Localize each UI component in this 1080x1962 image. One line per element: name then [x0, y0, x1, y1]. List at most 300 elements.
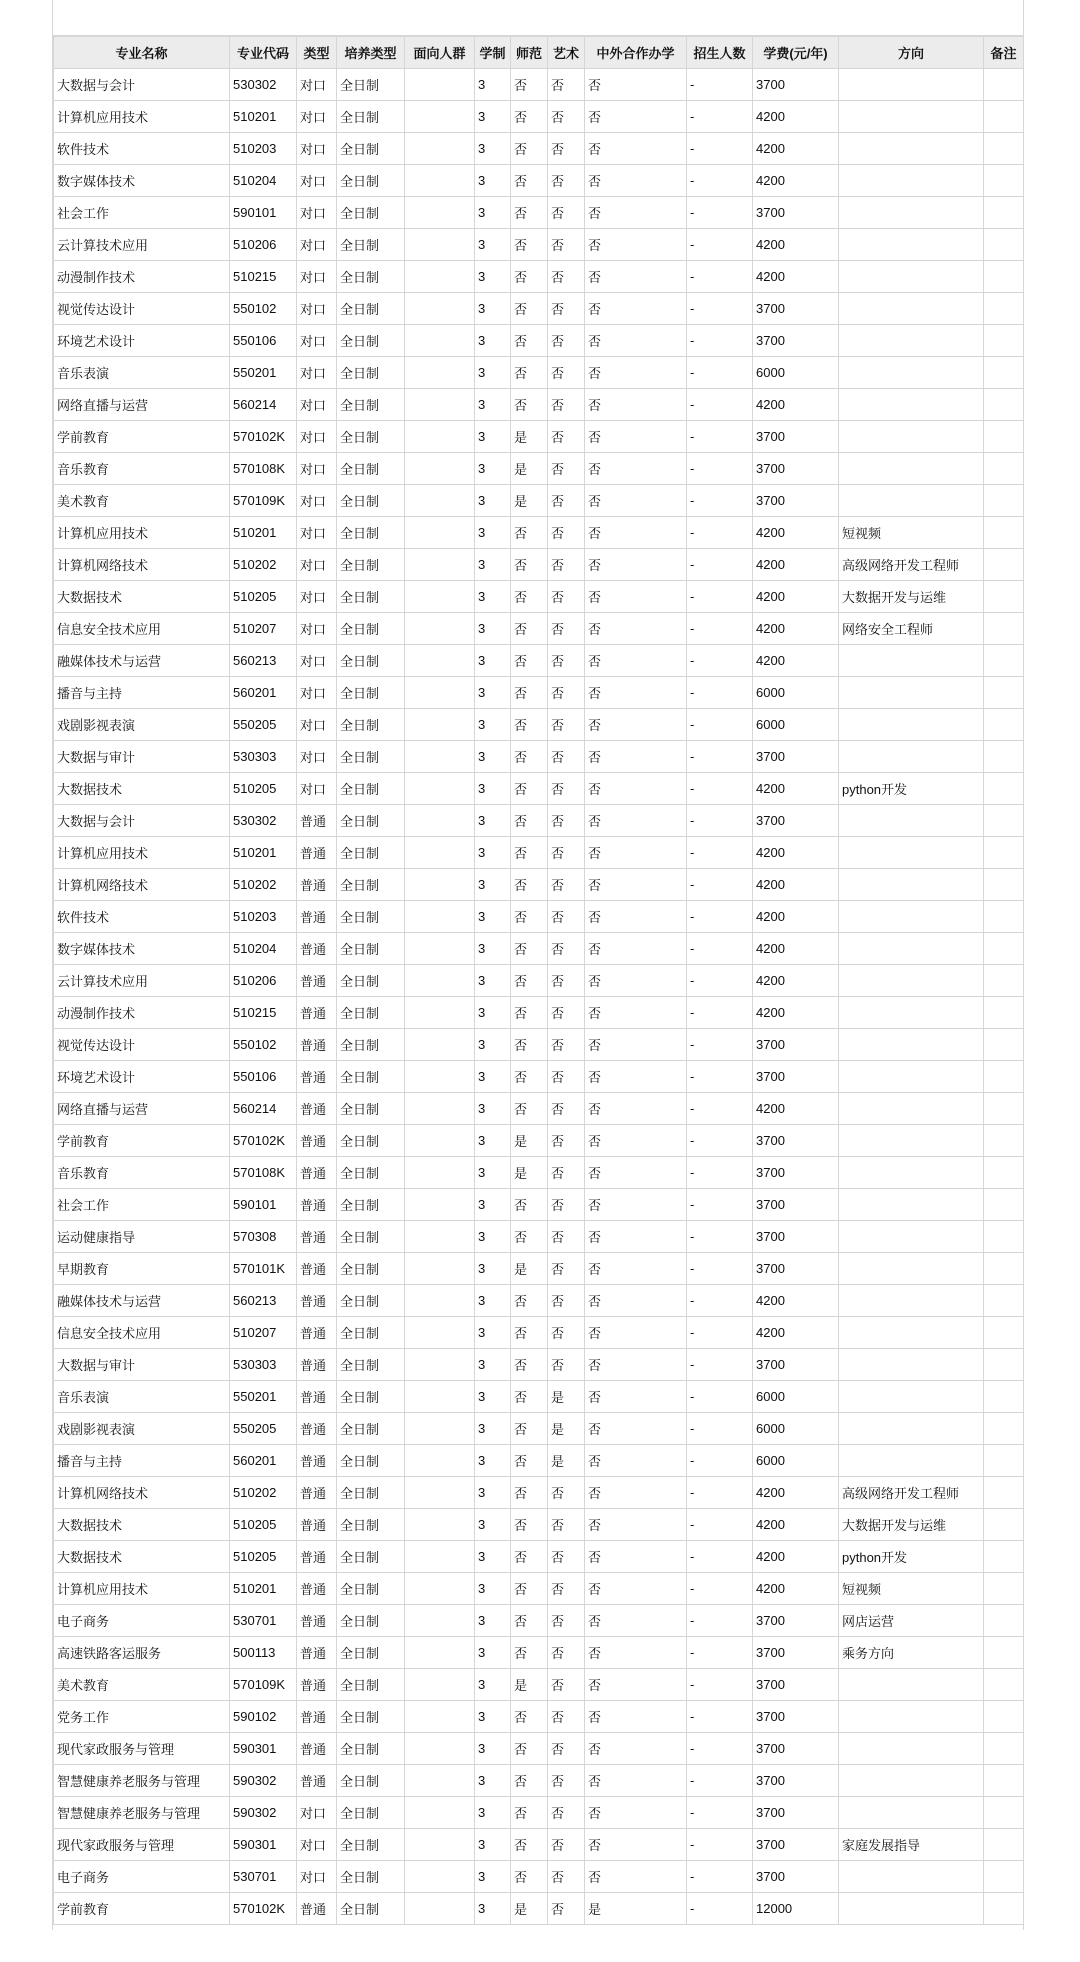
- table-cell: 否: [511, 1861, 548, 1893]
- table-cell: -: [687, 1349, 753, 1381]
- table-cell: 数字媒体技术: [54, 165, 230, 197]
- table-cell: 否: [511, 741, 548, 773]
- table-cell: 否: [585, 741, 687, 773]
- table-cell: 对口: [297, 389, 337, 421]
- table-cell: 全日制: [337, 901, 405, 933]
- table-cell: 510207: [230, 613, 297, 645]
- table-cell: 否: [548, 837, 585, 869]
- table-cell: 否: [585, 325, 687, 357]
- table-cell: -: [687, 901, 753, 933]
- table-cell: [984, 613, 1024, 645]
- table-cell: 3: [475, 741, 511, 773]
- table-cell: 对口: [297, 421, 337, 453]
- table-cell: [839, 1669, 984, 1701]
- column-header: 类型: [297, 37, 337, 69]
- table-cell: 3700: [753, 1029, 839, 1061]
- table-cell: 否: [548, 1765, 585, 1797]
- table-cell: 普通: [297, 1733, 337, 1765]
- table-cell: 510205: [230, 1509, 297, 1541]
- table-cell: 普通: [297, 805, 337, 837]
- table-cell: 否: [511, 1285, 548, 1317]
- table-cell: 否: [511, 997, 548, 1029]
- table-cell: 否: [511, 1093, 548, 1125]
- table-cell: 网络安全工程师: [839, 613, 984, 645]
- table-cell: [405, 837, 475, 869]
- table-cell: -: [687, 261, 753, 293]
- table-cell: -: [687, 869, 753, 901]
- table-cell: 软件技术: [54, 901, 230, 933]
- table-cell: [839, 1093, 984, 1125]
- table-row: [54, 581, 1024, 613]
- table-cell: [984, 645, 1024, 677]
- table-cell: 590302: [230, 1797, 297, 1829]
- table-cell: -: [687, 997, 753, 1029]
- table-cell: [405, 421, 475, 453]
- table-cell: [984, 933, 1024, 965]
- table-cell: 否: [548, 1253, 585, 1285]
- table-cell: 普通: [297, 1765, 337, 1797]
- table-cell: 融媒体技术与运营: [54, 645, 230, 677]
- table-cell: [405, 677, 475, 709]
- table-cell: [839, 837, 984, 869]
- table-cell: 全日制: [337, 645, 405, 677]
- table-cell: 510205: [230, 581, 297, 613]
- table-cell: [405, 1253, 475, 1285]
- table-cell: 550106: [230, 1061, 297, 1093]
- table-row: [54, 1541, 1024, 1573]
- table-cell: 全日制: [337, 773, 405, 805]
- table-cell: 否: [585, 1477, 687, 1509]
- table-cell: 全日制: [337, 933, 405, 965]
- table-cell: 普通: [297, 1381, 337, 1413]
- table-cell: -: [687, 133, 753, 165]
- table-cell: [839, 293, 984, 325]
- table-cell: [984, 453, 1024, 485]
- table-cell: 4200: [753, 645, 839, 677]
- table-cell: 全日制: [337, 69, 405, 101]
- table-cell: 3: [475, 101, 511, 133]
- table-cell: -: [687, 1861, 753, 1893]
- table-cell: 融媒体技术与运营: [54, 1285, 230, 1317]
- table-cell: 否: [548, 101, 585, 133]
- table-cell: [839, 197, 984, 229]
- table-cell: [984, 1061, 1024, 1093]
- table-cell: 否: [511, 165, 548, 197]
- table-cell: [405, 1829, 475, 1861]
- table-cell: [405, 453, 475, 485]
- table-cell: 否: [548, 1509, 585, 1541]
- table-cell: 560214: [230, 389, 297, 421]
- table-cell: [839, 1861, 984, 1893]
- table-row: [54, 1477, 1024, 1509]
- table-cell: 否: [585, 229, 687, 261]
- table-cell: [405, 1285, 475, 1317]
- table-cell: 普通: [297, 1285, 337, 1317]
- table-cell: [984, 1317, 1024, 1349]
- table-cell: -: [687, 1029, 753, 1061]
- table-cell: 3: [475, 677, 511, 709]
- table-cell: 全日制: [337, 1221, 405, 1253]
- table-cell: [405, 1893, 475, 1925]
- table-cell: -: [687, 1541, 753, 1573]
- table-cell: 否: [548, 69, 585, 101]
- table-cell: 全日制: [337, 1509, 405, 1541]
- table-cell: 否: [585, 453, 687, 485]
- table-cell: [984, 1093, 1024, 1125]
- table-cell: 否: [585, 1317, 687, 1349]
- table-cell: 否: [585, 1157, 687, 1189]
- table-cell: 对口: [297, 549, 337, 581]
- table-cell: 4200: [753, 229, 839, 261]
- table-cell: [839, 997, 984, 1029]
- table-cell: 3: [475, 1381, 511, 1413]
- table-cell: 运动健康指导: [54, 1221, 230, 1253]
- table-cell: 对口: [297, 325, 337, 357]
- table-cell: -: [687, 1061, 753, 1093]
- table-cell: -: [687, 421, 753, 453]
- table-row: [54, 1605, 1024, 1637]
- table-cell: 电子商务: [54, 1605, 230, 1637]
- table-cell: 否: [511, 229, 548, 261]
- table-cell: [984, 485, 1024, 517]
- table-cell: [984, 1765, 1024, 1797]
- table-cell: [839, 1765, 984, 1797]
- table-cell: 否: [511, 1541, 548, 1573]
- table-cell: 否: [585, 1861, 687, 1893]
- table-cell: 4200: [753, 389, 839, 421]
- table-cell: 否: [548, 709, 585, 741]
- table-cell: 否: [511, 1797, 548, 1829]
- table-cell: 3: [475, 69, 511, 101]
- table-cell: 全日制: [337, 229, 405, 261]
- table-cell: 4200: [753, 1317, 839, 1349]
- table-cell: 对口: [297, 293, 337, 325]
- table-cell: 是: [511, 1125, 548, 1157]
- table-cell: 否: [548, 613, 585, 645]
- table-cell: [984, 101, 1024, 133]
- table-cell: 是: [511, 1253, 548, 1285]
- table-cell: [839, 1797, 984, 1829]
- table-cell: 大数据技术: [54, 1509, 230, 1541]
- table-cell: 570101K: [230, 1253, 297, 1285]
- table-cell: [405, 1797, 475, 1829]
- table-cell: [839, 101, 984, 133]
- table-cell: 对口: [297, 517, 337, 549]
- table-cell: 570102K: [230, 1125, 297, 1157]
- table-cell: 3700: [753, 453, 839, 485]
- table-cell: 560213: [230, 645, 297, 677]
- table-row: [54, 1381, 1024, 1413]
- table-cell: 学前教育: [54, 421, 230, 453]
- table-cell: 否: [511, 293, 548, 325]
- table-row: [54, 1509, 1024, 1541]
- table-cell: 否: [511, 1061, 548, 1093]
- table-cell: 否: [548, 1285, 585, 1317]
- table-cell: [405, 741, 475, 773]
- table-cell: 党务工作: [54, 1701, 230, 1733]
- table-cell: -: [687, 357, 753, 389]
- table-cell: 4200: [753, 581, 839, 613]
- table-cell: [984, 869, 1024, 901]
- table-cell: 全日制: [337, 1157, 405, 1189]
- table-cell: -: [687, 325, 753, 357]
- table-row: [54, 1125, 1024, 1157]
- table-cell: 全日制: [337, 197, 405, 229]
- table-cell: 否: [548, 1669, 585, 1701]
- table-cell: 3: [475, 1701, 511, 1733]
- table-cell: 570102K: [230, 1893, 297, 1925]
- table-cell: 3: [475, 869, 511, 901]
- table-cell: 否: [585, 645, 687, 677]
- table-cell: 否: [511, 1509, 548, 1541]
- table-cell: 普通: [297, 1253, 337, 1285]
- table-cell: 否: [511, 1477, 548, 1509]
- table-cell: 6000: [753, 677, 839, 709]
- table-cell: -: [687, 69, 753, 101]
- table-row: [54, 133, 1024, 165]
- table-cell: 3: [475, 1413, 511, 1445]
- table-cell: 3: [475, 965, 511, 997]
- table-cell: 530303: [230, 1349, 297, 1381]
- table-cell: 4200: [753, 773, 839, 805]
- table-cell: [839, 1029, 984, 1061]
- table-row: [54, 965, 1024, 997]
- table-cell: 对口: [297, 773, 337, 805]
- table-cell: 否: [548, 229, 585, 261]
- table-cell: 3: [475, 325, 511, 357]
- table-cell: 3: [475, 421, 511, 453]
- table-cell: 社会工作: [54, 1189, 230, 1221]
- table-cell: 对口: [297, 133, 337, 165]
- table-cell: 计算机网络技术: [54, 1477, 230, 1509]
- table-cell: 4200: [753, 965, 839, 997]
- table-cell: 是: [511, 485, 548, 517]
- table-cell: 否: [548, 965, 585, 997]
- table-cell: 否: [511, 1637, 548, 1669]
- table-cell: 510215: [230, 261, 297, 293]
- table-cell: 全日制: [337, 1637, 405, 1669]
- table-cell: 普通: [297, 1349, 337, 1381]
- table-cell: 4200: [753, 1093, 839, 1125]
- column-header: 学制: [475, 37, 511, 69]
- table-cell: 3700: [753, 1605, 839, 1637]
- table-cell: 对口: [297, 485, 337, 517]
- table-cell: 否: [511, 645, 548, 677]
- table-cell: 3: [475, 1189, 511, 1221]
- table-cell: 全日制: [337, 1093, 405, 1125]
- table-cell: [984, 837, 1024, 869]
- table-cell: 否: [585, 261, 687, 293]
- table-cell: 环境艺术设计: [54, 1061, 230, 1093]
- table-cell: 网络直播与运营: [54, 1093, 230, 1125]
- table-cell: 3: [475, 357, 511, 389]
- table-cell: 全日制: [337, 1797, 405, 1829]
- table-cell: 510202: [230, 869, 297, 901]
- table-cell: 4200: [753, 549, 839, 581]
- table-cell: 是: [548, 1445, 585, 1477]
- table-cell: 否: [548, 1477, 585, 1509]
- table-cell: 否: [548, 1349, 585, 1381]
- table-cell: 否: [511, 837, 548, 869]
- table-cell: 510207: [230, 1317, 297, 1349]
- table-cell: 3: [475, 645, 511, 677]
- table-cell: 否: [548, 1061, 585, 1093]
- table-cell: 全日制: [337, 421, 405, 453]
- table-cell: [984, 1157, 1024, 1189]
- table-cell: 全日制: [337, 133, 405, 165]
- table-cell: [839, 1893, 984, 1925]
- table-cell: [839, 485, 984, 517]
- table-cell: 12000: [753, 1893, 839, 1925]
- table-cell: 4200: [753, 165, 839, 197]
- table-cell: 否: [548, 933, 585, 965]
- table-cell: 计算机应用技术: [54, 101, 230, 133]
- table-cell: [405, 1605, 475, 1637]
- table-cell: -: [687, 741, 753, 773]
- table-cell: [839, 741, 984, 773]
- table-cell: 3700: [753, 741, 839, 773]
- table-cell: 全日制: [337, 453, 405, 485]
- table-cell: 普通: [297, 1317, 337, 1349]
- table-cell: [405, 325, 475, 357]
- table-cell: 对口: [297, 613, 337, 645]
- table-cell: [405, 133, 475, 165]
- table-cell: 学前教育: [54, 1125, 230, 1157]
- table-row: [54, 1221, 1024, 1253]
- table-cell: -: [687, 101, 753, 133]
- table-cell: -: [687, 1093, 753, 1125]
- table-cell: 全日制: [337, 1829, 405, 1861]
- table-cell: 否: [585, 901, 687, 933]
- table-row: [54, 1253, 1024, 1285]
- table-cell: 4200: [753, 901, 839, 933]
- table-cell: 3: [475, 1029, 511, 1061]
- table-cell: 普通: [297, 1573, 337, 1605]
- table-cell: 否: [585, 1701, 687, 1733]
- table-cell: 戏剧影视表演: [54, 1413, 230, 1445]
- table-cell: -: [687, 293, 753, 325]
- table-cell: [405, 549, 475, 581]
- table-cell: 对口: [297, 229, 337, 261]
- table-cell: 3700: [753, 485, 839, 517]
- table-cell: 3: [475, 1477, 511, 1509]
- table-cell: [405, 261, 475, 293]
- table-row: [54, 453, 1024, 485]
- table-cell: [405, 1541, 475, 1573]
- table-cell: [984, 1445, 1024, 1477]
- table-cell: 3: [475, 1317, 511, 1349]
- table-cell: 普通: [297, 837, 337, 869]
- table-cell: 否: [511, 805, 548, 837]
- table-cell: 全日制: [337, 261, 405, 293]
- table-cell: 590301: [230, 1829, 297, 1861]
- table-cell: [839, 1317, 984, 1349]
- table-cell: 否: [585, 101, 687, 133]
- table-cell: -: [687, 1125, 753, 1157]
- table-cell: -: [687, 677, 753, 709]
- table-row: [54, 1157, 1024, 1189]
- table-cell: 否: [585, 869, 687, 901]
- table-cell: -: [687, 1733, 753, 1765]
- table-cell: 否: [548, 197, 585, 229]
- table-row: [54, 805, 1024, 837]
- table-cell: 否: [585, 805, 687, 837]
- table-cell: [984, 1029, 1024, 1061]
- table-cell: 530303: [230, 741, 297, 773]
- table-cell: [839, 261, 984, 293]
- table-cell: 播音与主持: [54, 677, 230, 709]
- table-cell: 普通: [297, 1061, 337, 1093]
- table-cell: 否: [511, 389, 548, 421]
- table-cell: -: [687, 1317, 753, 1349]
- table-cell: [984, 1797, 1024, 1829]
- table-row: [54, 1061, 1024, 1093]
- table-cell: 全日制: [337, 485, 405, 517]
- table-row: [54, 229, 1024, 261]
- table-cell: 否: [585, 1573, 687, 1605]
- table-cell: [405, 101, 475, 133]
- table-cell: 戏剧影视表演: [54, 709, 230, 741]
- table-cell: [839, 69, 984, 101]
- table-cell: 否: [548, 645, 585, 677]
- table-cell: 否: [511, 1221, 548, 1253]
- table-cell: 大数据技术: [54, 581, 230, 613]
- table-cell: 530302: [230, 805, 297, 837]
- table-cell: 全日制: [337, 1701, 405, 1733]
- table-cell: 全日制: [337, 1029, 405, 1061]
- table-cell: 否: [511, 1445, 548, 1477]
- table-cell: 510203: [230, 901, 297, 933]
- table-cell: 信息安全技术应用: [54, 613, 230, 645]
- column-header: 专业代码: [230, 37, 297, 69]
- table-cell: [839, 1445, 984, 1477]
- table-cell: 网络直播与运营: [54, 389, 230, 421]
- table-cell: 对口: [297, 1797, 337, 1829]
- column-header: 师范: [511, 37, 548, 69]
- table-cell: 3: [475, 1253, 511, 1285]
- table-cell: [839, 133, 984, 165]
- table-cell: 数字媒体技术: [54, 933, 230, 965]
- table-cell: [839, 1285, 984, 1317]
- table-row: [54, 1797, 1024, 1829]
- table-cell: 是: [511, 1157, 548, 1189]
- table-cell: 否: [585, 517, 687, 549]
- table-cell: [839, 1349, 984, 1381]
- table-cell: [984, 741, 1024, 773]
- table-cell: 否: [585, 133, 687, 165]
- table-cell: [405, 1573, 475, 1605]
- table-cell: 音乐表演: [54, 357, 230, 389]
- table-row: [54, 389, 1024, 421]
- table-cell: 否: [548, 1093, 585, 1125]
- table-cell: 590101: [230, 1189, 297, 1221]
- table-cell: 否: [585, 1029, 687, 1061]
- table-cell: 现代家政服务与管理: [54, 1829, 230, 1861]
- table-cell: -: [687, 229, 753, 261]
- table-cell: [405, 805, 475, 837]
- table-cell: 否: [511, 1765, 548, 1797]
- table-cell: [839, 709, 984, 741]
- table-cell: [984, 1541, 1024, 1573]
- table-row: [54, 677, 1024, 709]
- table-cell: [984, 197, 1024, 229]
- table-cell: 否: [511, 613, 548, 645]
- table-cell: 否: [585, 581, 687, 613]
- table-cell: 否: [511, 1829, 548, 1861]
- table-cell: 否: [585, 1189, 687, 1221]
- table-cell: [405, 709, 475, 741]
- column-header: 面向人群: [405, 37, 475, 69]
